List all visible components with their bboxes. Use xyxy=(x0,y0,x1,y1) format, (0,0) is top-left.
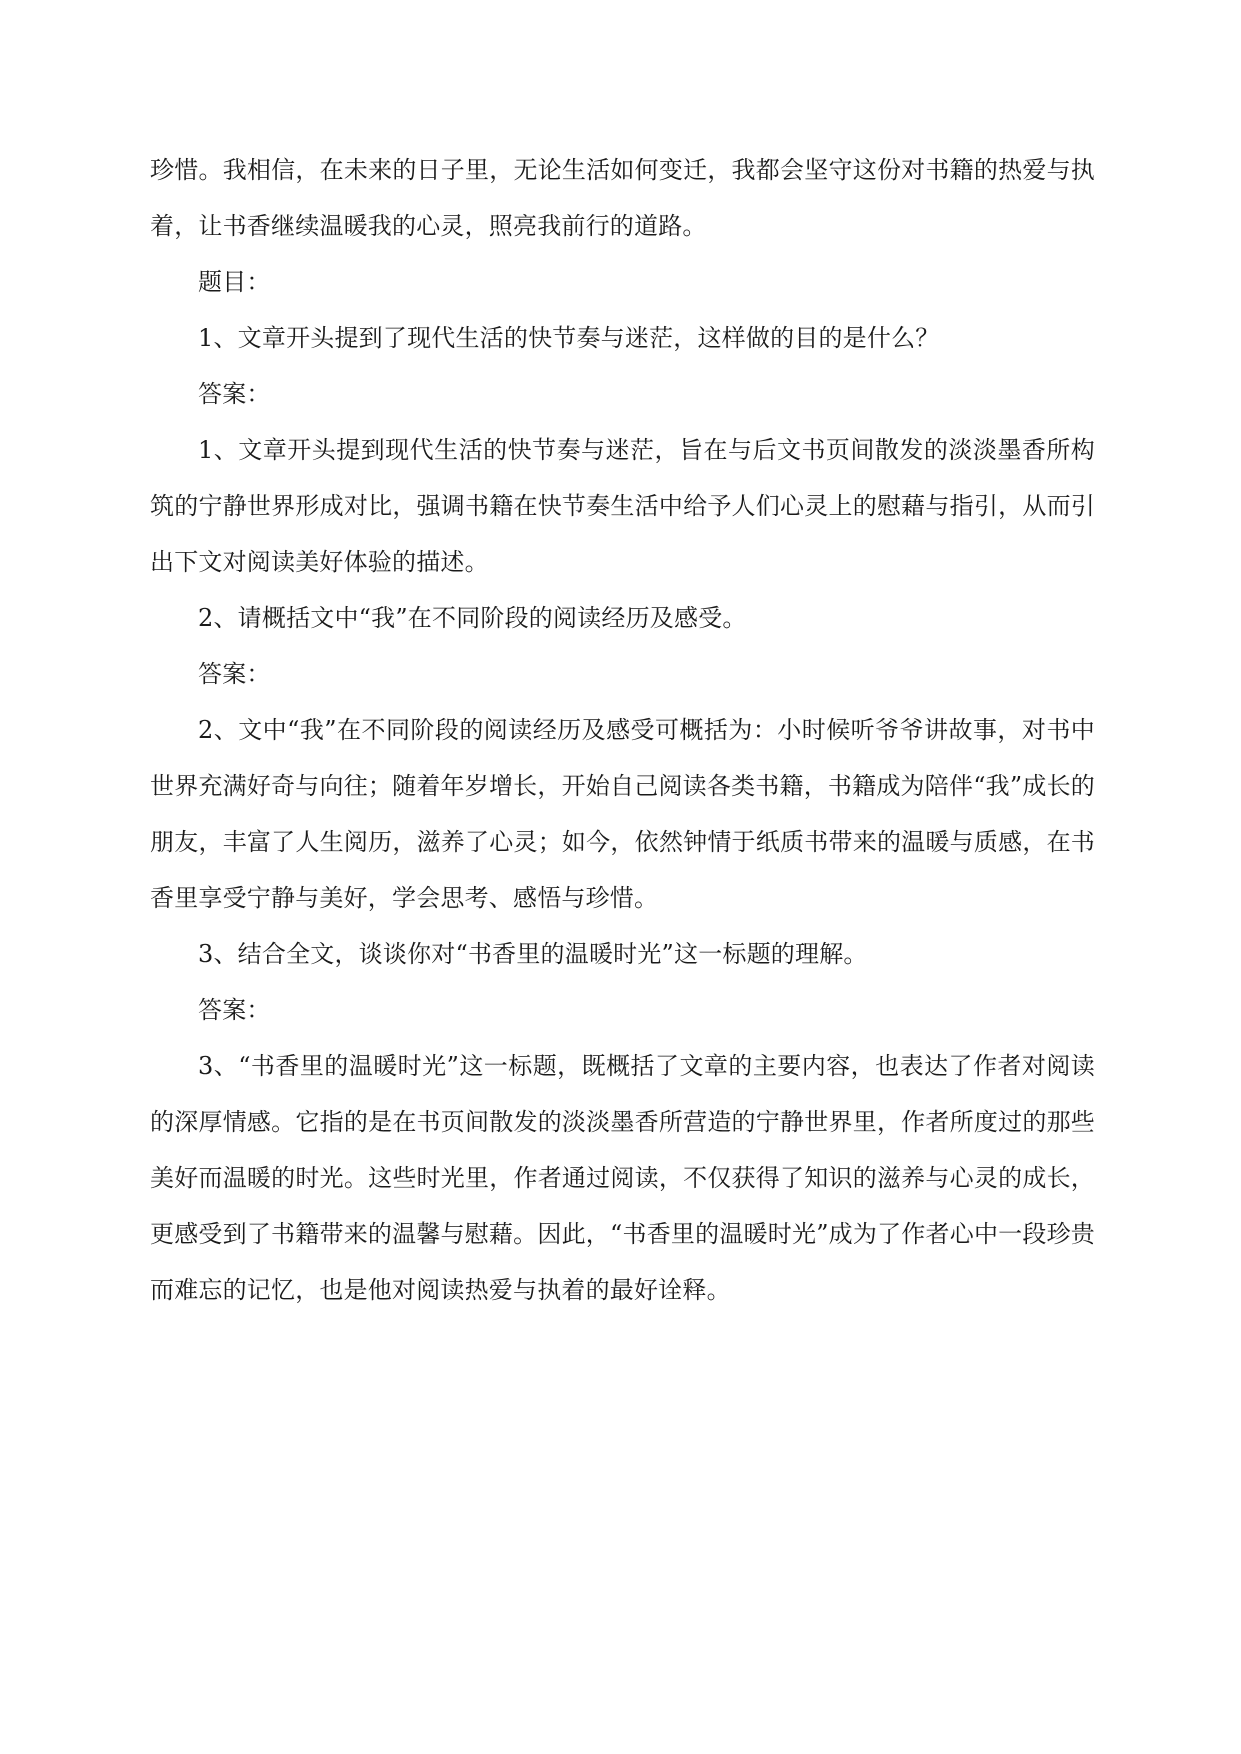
paragraph-continued-closing: 珍惜。我相信，在未来的日子里，无论生活如何变迁，我都会坚守这份对书籍的热爱与执着，让书香继续温暖我的心灵，照亮我前行的道路。 xyxy=(150,156,1095,240)
question-3: 3、结合全文，谈谈你对“书香里的温暖时光”这一标题的理解。 xyxy=(198,940,868,968)
answer-1: 1、文章开头提到现代生活的快节奏与迷茫，旨在与后文书页间散发的淡淡墨香所构筑的宁静世界形成对比，强调书籍在快节奏生活中给予人们心灵上的慰藉与指引，从而引出下文对阅读美好体验的描述。 xyxy=(150,436,1095,576)
questions-heading: 题目： xyxy=(198,268,271,296)
question-2: 2、请概括文中“我”在不同阶段的阅读经历及感受。 xyxy=(198,604,747,632)
document-body xyxy=(150,142,1095,1318)
answer-label-1: 答案： xyxy=(198,380,271,408)
answer-label-3: 答案： xyxy=(198,996,271,1024)
question-1: 1、文章开头提到了现代生活的快节奏与迷茫，这样做的目的是什么？ xyxy=(198,324,940,352)
answer-2: 2、文中“我”在不同阶段的阅读经历及感受可概括为：小时候听爷爷讲故事，对书中世界充满好奇与向往；随着年岁增长，开始自己阅读各类书籍，书籍成为陪伴“我”成长的朋友，丰富了人生阅历，滋养了心灵；如今，依然钟情于纸质书带来的温暖与质感，在书香里享受宁静与美好，学会思考、感悟与珍惜。 xyxy=(150,716,1095,912)
answer-label-2: 答案： xyxy=(198,660,271,688)
answer-3: 3、“书香里的温暖时光”这一标题，既概括了文章的主要内容，也表达了作者对阅读的深厚情感。它指的是在书页间散发的淡淡墨香所营造的宁静世界里，作者所度过的那些美好而温暖的时光。这些时光里，作者通过阅读，不仅获得了知识的滋养与心灵的成长，更感受到了书籍带来的温馨与慰藉。因此，“书香里的温暖时光”成为了作者心中一段珍贵而难忘的记忆，也是他对阅读热爱与执着的最好诠释。 xyxy=(150,1052,1095,1304)
